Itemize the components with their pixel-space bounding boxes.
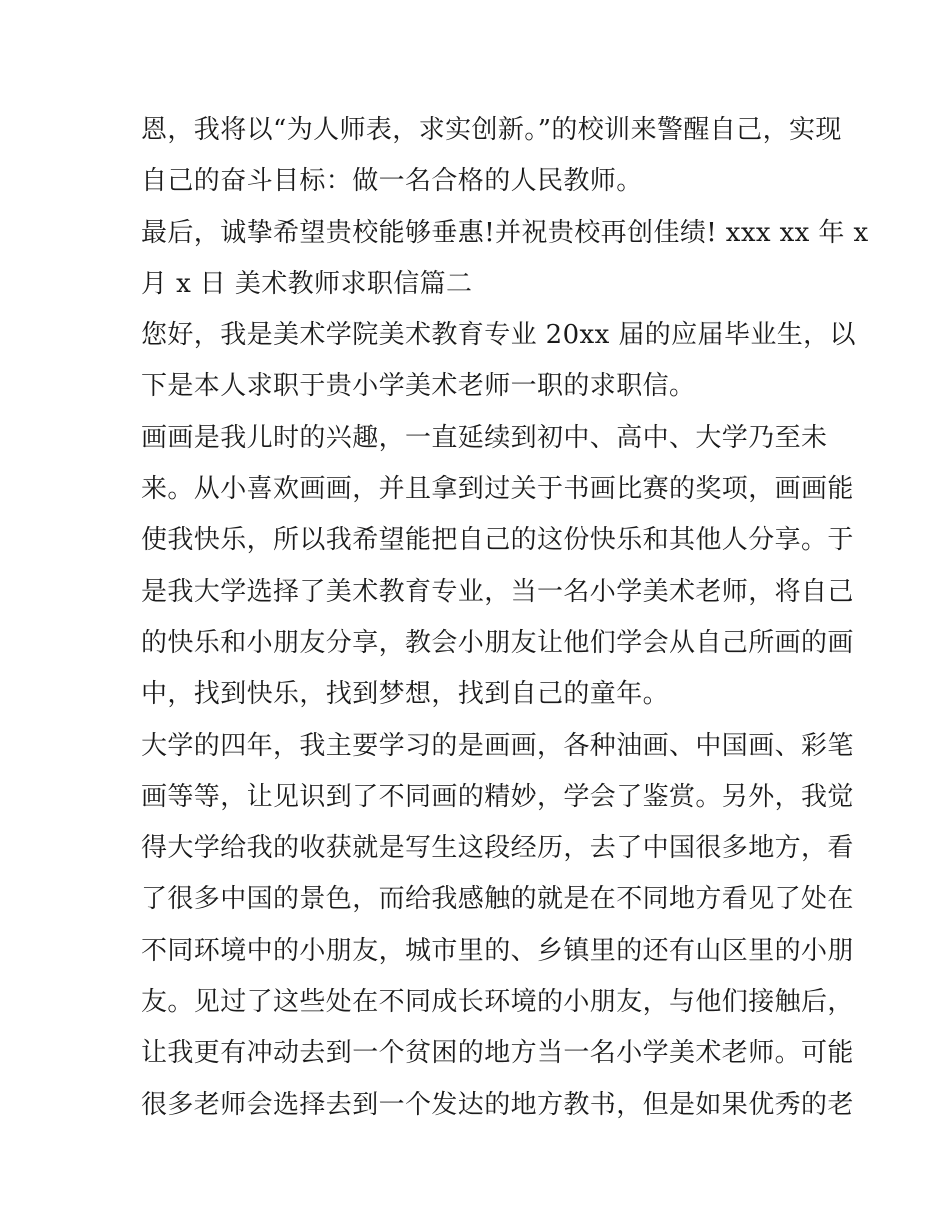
text-line: 不同环境中的小朋友，城市里的、乡镇里的还有山区里的小朋	[141, 935, 854, 966]
text-line: 画等等，让见识到了不同画的精妙，学会了鉴赏。另外，我觉	[141, 781, 854, 812]
text-line: 自己的奋斗目标：做一名合格的人民教师。	[141, 166, 643, 197]
text-line: 下是本人求职于贵小学美术老师一职的求职信。	[141, 371, 696, 402]
text-line: 是我大学选择了美术教育专业，当一名小学美术老师，将自己	[141, 576, 854, 607]
text-line: 月 x 日 美术教师求职信篇二	[141, 268, 473, 299]
text-line: 画画是我儿时的兴趣，一直延续到初中、高中、大学乃至未	[141, 422, 828, 453]
text-line: 使我快乐，所以我希望能把自己的这份快乐和其他人分享。于	[141, 525, 854, 556]
text-line: 最后，诚挚希望贵校能够垂惠!并祝贵校再创佳绩! xxx xx 年 x	[141, 217, 869, 248]
text-line: 恩，我将以“为人师表，求实创新。”的校训来警醒自己，实现	[141, 115, 842, 145]
text-line: 您好，我是美术学院美术教育专业 20xx 届的应届毕业生，以	[141, 320, 856, 351]
text-line: 了很多中国的景色，而给我感触的就是在不同地方看见了处在	[141, 884, 854, 915]
text-line: 很多老师会选择去到一个发达的地方教书，但是如果优秀的老	[141, 1089, 854, 1120]
document-body	[141, 105, 869, 1131]
text-line: 让我更有冲动去到一个贫困的地方当一名小学美术老师。可能	[141, 1038, 854, 1069]
text-line: 大学的四年，我主要学习的是画画，各种油画、中国画、彩笔	[141, 730, 854, 761]
text-line: 得大学给我的收获就是写生这段经历，去了中国很多地方，看	[141, 833, 854, 864]
text-line: 中，找到快乐，找到梦想，找到自己的童年。	[141, 679, 670, 710]
text-line: 的快乐和小朋友分享，教会小朋友让他们学会从自己所画的画	[141, 627, 854, 658]
text-line: 友。见过了这些处在不同成长环境的小朋友，与他们接触后，	[141, 987, 854, 1018]
text-line: 来。从小喜欢画画，并且拿到过关于书画比赛的奖项，画画能	[141, 474, 854, 505]
